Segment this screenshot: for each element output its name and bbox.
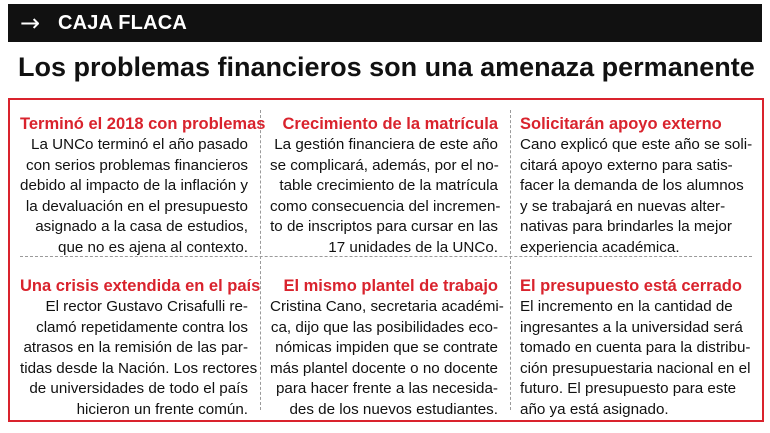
body-line: atrasos en la remisión de las par- bbox=[23, 339, 248, 356]
body-line: facer la demanda de los alumnos bbox=[520, 177, 744, 194]
info-box bbox=[8, 98, 764, 422]
body-line: tomado en cuenta para la distribu- bbox=[520, 339, 751, 356]
body-line: clamó repetidamente contra los bbox=[36, 318, 248, 336]
headline: Los problemas financieros son una amenaza permanente bbox=[18, 52, 755, 82]
body-line: ción presupuestaria nacional en el bbox=[520, 359, 751, 377]
body-line: futuro. El presupuesto para este bbox=[520, 380, 737, 397]
info-item bbox=[520, 114, 753, 258]
body-line: citará apoyo externo para satis- bbox=[520, 156, 733, 174]
body-line: ingresantes a la universidad será bbox=[520, 318, 743, 336]
body-line: nativas para brindarles la mejor bbox=[520, 218, 732, 235]
body-line: to de inscriptos para cursar en las bbox=[270, 218, 498, 235]
body-line: Cano explicó que este año se soli- bbox=[520, 136, 753, 153]
body-line: se complicará, además, por el no- bbox=[270, 156, 499, 174]
body-line: año ya está asignado. bbox=[520, 400, 669, 418]
arrow-right-icon: → bbox=[20, 9, 41, 37]
body-line: y se trabajará en nuevas alter- bbox=[520, 197, 726, 215]
body-line: El rector Gustavo Crisafulli re- bbox=[45, 298, 248, 315]
section-kicker: CAJA FLACA bbox=[58, 12, 188, 34]
column-divider bbox=[260, 110, 261, 410]
body-line: más plantel docente o no docente bbox=[270, 359, 498, 377]
body-line: ca, dijo que las posibilidades eco- bbox=[270, 318, 498, 336]
body-line: asignado a la casa de estudios, bbox=[35, 218, 248, 235]
item-body bbox=[270, 135, 501, 258]
body-line: nómicas impiden que se contrate bbox=[275, 339, 498, 356]
item-heading: Terminó el 2018 con problemas bbox=[20, 115, 266, 133]
body-line: des de los nuevos estudiantes. bbox=[289, 400, 498, 418]
body-line: 17 unidades de la UNCo. bbox=[328, 238, 498, 256]
item-heading: El presupuesto está cerrado bbox=[520, 277, 742, 295]
item-heading: Una crisis extendida en el país bbox=[20, 277, 261, 295]
body-line: experiencia académica. bbox=[520, 238, 680, 256]
item-heading: El mismo plantel de trabajo bbox=[283, 277, 498, 295]
item-body bbox=[520, 135, 753, 258]
info-item bbox=[20, 276, 261, 420]
body-line: debido al impacto de la inflación y bbox=[20, 177, 248, 194]
body-line: Cristina Cano, secretaria académi- bbox=[270, 298, 504, 315]
body-line: para hacer frente a las necesida- bbox=[275, 380, 498, 397]
item-body bbox=[270, 297, 504, 420]
section-bar bbox=[8, 4, 762, 42]
item-heading: Crecimiento de la matrícula bbox=[282, 115, 498, 133]
info-item bbox=[270, 276, 504, 420]
item-heading: Solicitarán apoyo externo bbox=[520, 115, 722, 133]
item-body bbox=[20, 135, 248, 258]
body-line: que no es ajena al contexto. bbox=[58, 238, 248, 256]
body-line: la devaluación en el presupuesto bbox=[25, 197, 248, 215]
column-divider bbox=[510, 110, 511, 410]
body-line: table crecimiento de la matrícula bbox=[279, 177, 498, 194]
body-line: con serios problemas financieros bbox=[25, 156, 248, 174]
item-body bbox=[20, 297, 258, 420]
body-line: La UNCo terminó el año pasado bbox=[31, 136, 248, 153]
item-body bbox=[520, 297, 751, 420]
body-line: como consecuencia del incremen- bbox=[270, 197, 501, 215]
body-line: La gestión financiera de este año bbox=[274, 136, 498, 153]
body-line: El incremento en la cantidad de bbox=[520, 298, 733, 315]
body-line: de universidades de todo el país bbox=[29, 380, 248, 397]
info-item bbox=[270, 114, 501, 258]
body-line: hicieron un frente común. bbox=[76, 400, 248, 418]
info-item bbox=[520, 276, 751, 420]
info-item bbox=[20, 114, 266, 258]
body-line: tidas desde la Nación. Los rectores bbox=[20, 359, 258, 377]
